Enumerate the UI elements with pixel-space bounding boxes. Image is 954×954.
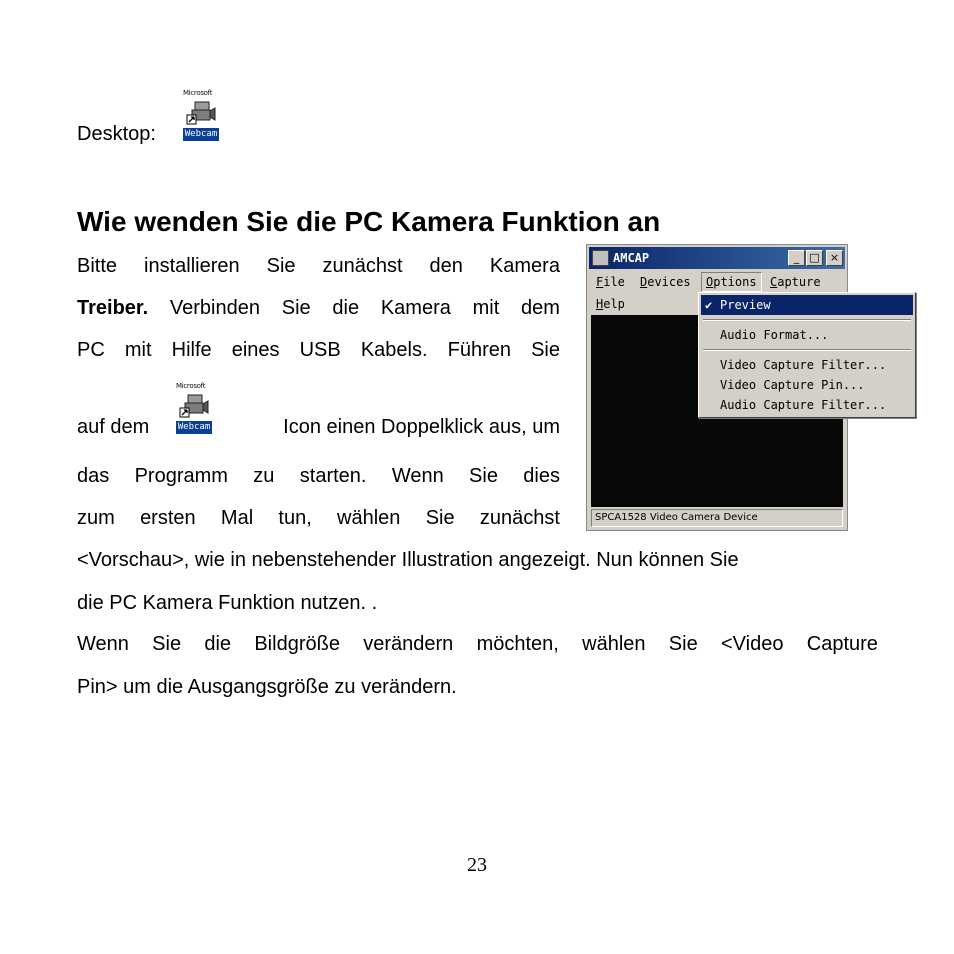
close-button[interactable]: × xyxy=(826,250,843,266)
paragraph-line-3 xyxy=(77,340,560,360)
word: die xyxy=(332,297,360,319)
word: tun, xyxy=(278,507,312,529)
mnemonic: C xyxy=(770,275,778,289)
word: Bildgröße xyxy=(254,633,340,655)
menu-separator xyxy=(703,319,911,321)
menu-file[interactable] xyxy=(596,274,625,290)
menu-help[interactable] xyxy=(596,296,625,312)
mnemonic: D xyxy=(640,275,648,289)
word: Führen xyxy=(447,339,511,361)
bold-word: Treiber. xyxy=(77,297,149,319)
word: Mal xyxy=(220,507,254,529)
paragraph-line-4-before: auf dem xyxy=(77,416,150,438)
word: Wenn xyxy=(77,633,129,655)
word: USB xyxy=(299,339,341,361)
icon-label: Webcam xyxy=(184,129,218,139)
word: zunächst xyxy=(479,507,560,529)
menu-label: ptions xyxy=(713,275,757,289)
video-camera-icon xyxy=(179,389,209,419)
menu-item-audio-format[interactable] xyxy=(701,325,913,345)
word: Capture xyxy=(806,633,878,655)
word: Programm xyxy=(134,465,228,487)
menu-item-label: Audio Capture Filter... xyxy=(720,398,887,412)
section-heading: Wie wenden Sie die PC Kamera Funktion an xyxy=(77,206,661,237)
icon-top-text: Microsoft xyxy=(183,89,213,97)
mnemonic: H xyxy=(596,297,604,311)
word: Verbinden xyxy=(169,297,260,319)
paragraph-line-2 xyxy=(77,298,560,318)
word: Sie xyxy=(668,633,698,655)
paragraph-line-4-after: Icon einen Doppelklick aus, um xyxy=(283,416,560,438)
menu-item-video-capture-pin[interactable] xyxy=(701,375,913,395)
webcam-shortcut-icon[interactable] xyxy=(183,89,219,141)
word: eines xyxy=(231,339,280,361)
word: Sie xyxy=(281,297,311,319)
word: dies xyxy=(523,465,560,487)
word: Wenn xyxy=(391,465,444,487)
webcam-inline-icon xyxy=(176,382,212,434)
word: zunächst xyxy=(322,255,403,277)
minimize-button[interactable]: _ xyxy=(788,250,805,266)
menu-item-video-capture-filter[interactable] xyxy=(701,355,913,375)
word: mit xyxy=(124,339,152,361)
window-title: AMCAP xyxy=(613,251,650,265)
word: installieren xyxy=(144,255,240,277)
menu-devices[interactable] xyxy=(640,274,691,290)
word: Sie xyxy=(152,633,182,655)
paragraph-line-1 xyxy=(77,256,560,276)
word: Sie xyxy=(531,339,560,361)
word: ersten xyxy=(140,507,196,529)
word: starten. xyxy=(299,465,367,487)
word: wählen xyxy=(337,507,401,529)
paragraph-line-6 xyxy=(77,508,560,528)
paragraph-line-8: die PC Kamera Funktion nutzen. . xyxy=(77,592,378,614)
menu-item-audio-capture-filter[interactable] xyxy=(701,395,913,415)
word: verändern xyxy=(363,633,454,655)
page-number: 23 xyxy=(467,854,487,876)
menu-label: elp xyxy=(603,297,625,311)
icon-top-text: Microsoft xyxy=(176,382,206,390)
menu-capture[interactable] xyxy=(770,274,821,290)
word: <Video xyxy=(720,633,784,655)
menu-item-label: Video Capture Pin... xyxy=(720,378,865,392)
word: Sie xyxy=(425,507,455,529)
word: Kamera xyxy=(489,255,560,277)
menu-options[interactable] xyxy=(701,272,762,292)
paragraph-line-5 xyxy=(77,466,560,486)
word: Sie xyxy=(266,255,296,277)
word: möchten, xyxy=(476,633,559,655)
word: PC xyxy=(77,339,105,361)
title-bar[interactable] xyxy=(589,247,845,269)
word: zum xyxy=(77,507,115,529)
word: dem xyxy=(521,297,560,319)
icon-label: Webcam xyxy=(177,422,211,432)
options-dropdown-menu xyxy=(698,292,916,418)
word: Sie xyxy=(469,465,498,487)
mnemonic: F xyxy=(596,275,604,289)
paragraph-line-9 xyxy=(77,634,878,654)
menu-item-label: Preview xyxy=(720,298,771,312)
desktop-label: Desktop: xyxy=(77,123,156,145)
paragraph-line-10: Pin> um die Ausgangsgröße zu verändern. xyxy=(77,676,457,698)
word: Kabels. xyxy=(360,339,428,361)
word: wählen xyxy=(582,633,646,655)
app-icon[interactable] xyxy=(592,250,609,266)
menu-label: apture xyxy=(777,275,821,289)
mnemonic: O xyxy=(706,275,714,289)
word: das xyxy=(77,465,110,487)
menu-item-label: Audio Format... xyxy=(720,328,829,342)
menu-separator xyxy=(703,349,911,351)
status-bar: SPCA1528 Video Camera Device xyxy=(591,509,843,527)
word: den xyxy=(429,255,463,277)
word: Hilfe xyxy=(171,339,212,361)
word: mit xyxy=(472,297,500,319)
word: die xyxy=(204,633,232,655)
word: zu xyxy=(253,465,275,487)
menu-label: ile xyxy=(603,275,625,289)
menu-item-label: Video Capture Filter... xyxy=(720,358,887,372)
menu-label: evices xyxy=(647,275,691,289)
menu-item-preview[interactable] xyxy=(701,295,913,315)
video-camera-icon xyxy=(186,96,216,126)
check-icon: ✔ xyxy=(705,298,713,312)
word: Kamera xyxy=(380,297,451,319)
maximize-button[interactable]: □ xyxy=(806,250,823,266)
word: Bitte xyxy=(77,255,118,277)
paragraph-line-7: <Vorschau>, wie in nebenstehender Illustration angezeigt. Nun können Sie xyxy=(77,549,739,571)
